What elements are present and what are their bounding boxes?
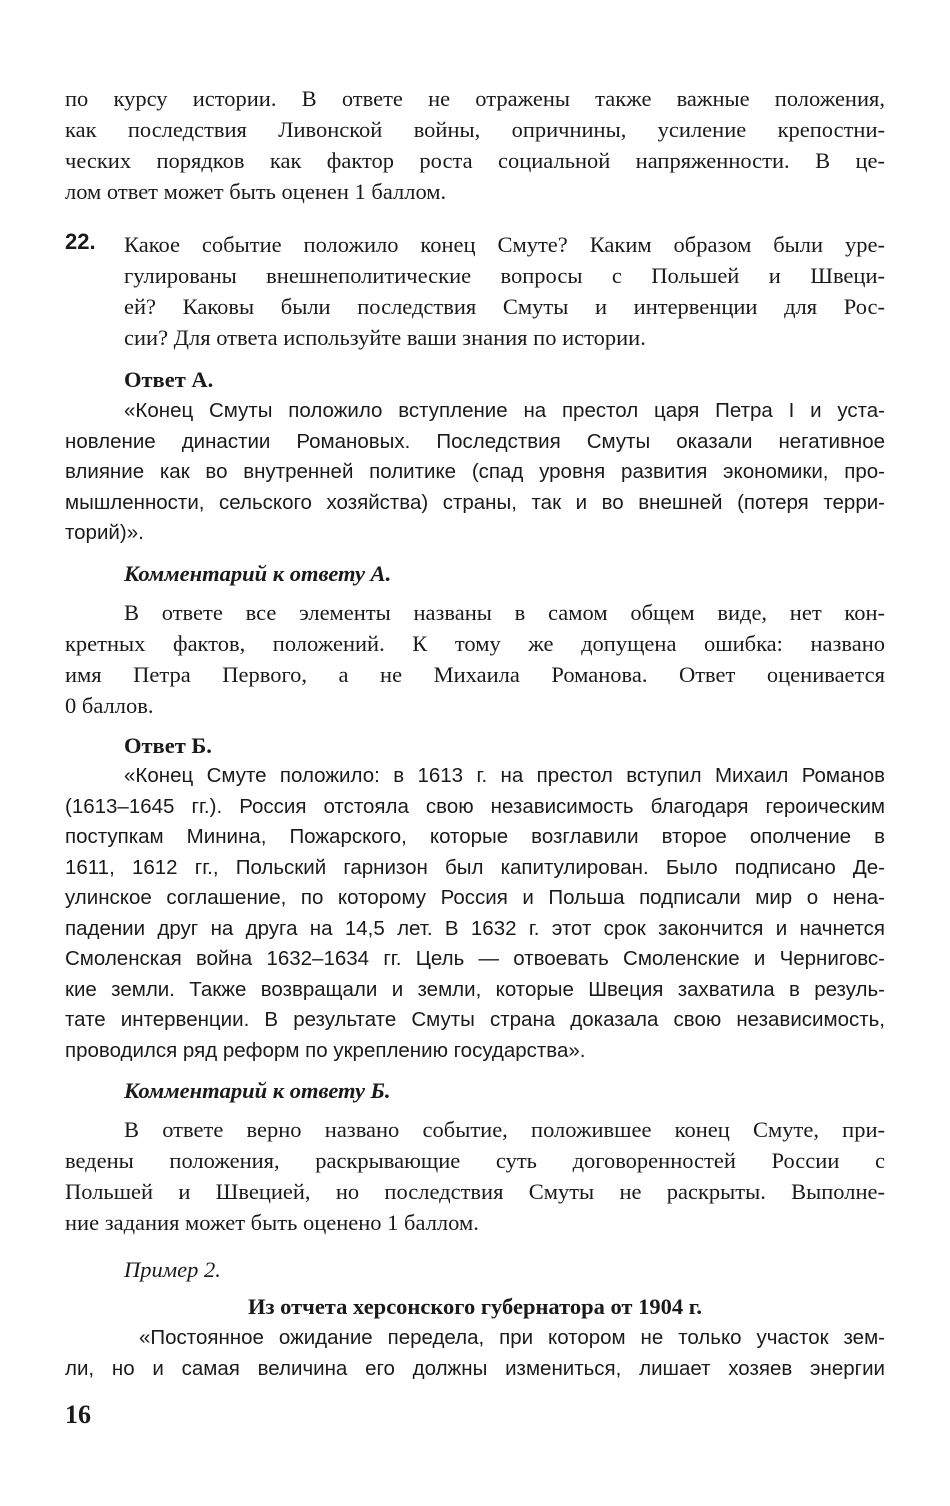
text-line: кие земли. Также возвращали и земли, которые Швеция захватила в резуль- bbox=[65, 977, 885, 1001]
text-line: падении друг на друга на 14,5 лет. В 1632 г. этот срок закончится и начнется bbox=[65, 916, 885, 940]
text-line: ние задания может быть оценено 1 баллом. bbox=[65, 1210, 479, 1235]
comment-a-text bbox=[65, 597, 885, 721]
example-text bbox=[65, 1323, 885, 1384]
intro-paragraph bbox=[65, 83, 885, 207]
text-line: Какое событие положило конец Смуте? Каким образом были уре- bbox=[124, 232, 885, 257]
text-line: как последствия Ливонской войны, опричнины, усиление крепостни- bbox=[65, 117, 885, 142]
text-line: Польшей и Швецией, но последствия Смуты не раскрыты. Выполне- bbox=[65, 1179, 885, 1204]
comment-b-text bbox=[65, 1114, 885, 1238]
text-line: имя Петра Первого, а не Михаила Романова. Ответ оценивается bbox=[65, 662, 885, 687]
text-line: торий)». bbox=[65, 521, 144, 544]
text-line: Смоленская война 1632–1634 гг. Цель — отвоевать Смоленские и Черниговс- bbox=[65, 947, 885, 970]
text-line: В ответе все элементы названы в самом общем виде, нет кон- bbox=[124, 600, 885, 625]
question-number: 22. bbox=[65, 229, 96, 254]
text-line: сии? Для ответа используйте ваши знания по истории. bbox=[124, 325, 646, 350]
answer-b-heading: Ответ Б. bbox=[124, 733, 212, 758]
text-line: 1611, 1612 гг., Польский гарнизон был капитулирован. Было подписано Де- bbox=[65, 855, 885, 879]
comment-a-heading: Комментарий к ответу А. bbox=[124, 561, 392, 586]
answer-a-text bbox=[65, 396, 885, 549]
text-line: по курсу истории. В ответе не отражены также важные положения, bbox=[65, 86, 885, 111]
text-line: «Конец Смуте положило: в 1613 г. на престол вступил Михаил Романов bbox=[124, 764, 885, 787]
comment-b-heading: Комментарий к ответу Б. bbox=[124, 1078, 391, 1103]
text-line: ей? Каковы были последствия Смуты и интервенции для Рос- bbox=[124, 294, 885, 319]
text-line: ведены положения, раскрывающие суть договоренностей России с bbox=[65, 1148, 885, 1173]
text-line: влияние как во внутренней политике (спад уровня развития экономики, про- bbox=[65, 460, 885, 483]
example-title: Из отчета херсонского губернатора от 1904 г. bbox=[247, 1294, 703, 1319]
text-line: новление династии Романовых. Последствия Смуты оказали негативное bbox=[65, 429, 885, 453]
text-line: кретных фактов, положений. К тому же допущена ошибка: названо bbox=[65, 631, 885, 656]
text-line: лом ответ может быть оценен 1 баллом. bbox=[65, 179, 447, 204]
answer-b-text bbox=[65, 761, 885, 1066]
text-line: (1613–1645 гг.). Россия отстояла свою независимость благодаря героическим bbox=[65, 794, 885, 818]
text-line: гулированы внешнеполитические вопросы с Польшей и Швеци- bbox=[124, 263, 885, 288]
text-line: «Постоянное ожидание передела, при котором не только участок зем- bbox=[139, 1326, 885, 1349]
text-line: тате интервенции. В результате Смуты страна доказала свою независимость, bbox=[65, 1008, 885, 1031]
answer-a-heading: Ответ А. bbox=[124, 367, 214, 392]
page-number: 16 bbox=[65, 1400, 91, 1429]
text-line: В ответе верно названо событие, положившее конец Смуте, при- bbox=[124, 1117, 885, 1142]
text-line: «Конец Смуты положило вступление на престол царя Петра I и уста- bbox=[124, 399, 885, 422]
text-line: проводился ряд реформ по укреплению государства». bbox=[65, 1038, 586, 1062]
example-label: Пример 2. bbox=[124, 1257, 221, 1282]
text-line: поступкам Минина, Пожарского, которые возглавили второе ополчение в bbox=[65, 825, 885, 848]
text-line: ли, но и самая величина его должны измениться, лишает хозяев энергии bbox=[65, 1356, 885, 1380]
text-line: мышленности, сельского хозяйства) страны, так и во внешней (потеря терри- bbox=[65, 490, 885, 514]
text-line: 0 баллов. bbox=[65, 693, 154, 718]
text-line: ческих порядков как фактор роста социальной напряженности. В це- bbox=[65, 148, 885, 173]
text-line: улинское соглашение, по которому Россия и Польша подписали мир о нена- bbox=[65, 886, 885, 909]
question-text bbox=[124, 229, 885, 353]
